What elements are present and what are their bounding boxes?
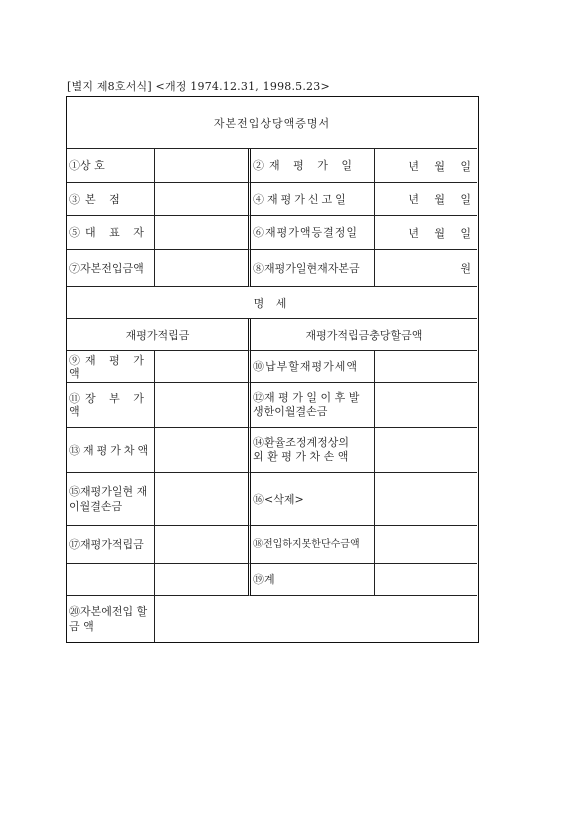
input-revaluation-amount[interactable] [155, 351, 251, 383]
label-fx-loss-text: ⑭환율조정계정상의 외 환 평 가 차 손 액 [253, 436, 350, 463]
label-carryover-loss-text: ⑮재평가일현 재 이월결손금 [69, 485, 148, 513]
input-head-office[interactable] [155, 183, 251, 216]
label-revaluation-amount-text: ⑨재 평 가 액 [69, 353, 149, 380]
input-post-loss[interactable] [375, 383, 477, 428]
form-header: [별지 제8호서식] <개정 1974.12.31, 1998.5.23> [67, 80, 330, 93]
label-total [251, 564, 375, 596]
year-unit: 년 [408, 193, 419, 206]
input-revaluation-tax[interactable] [375, 351, 477, 383]
label-post-loss-text: ⑫재 평 가 일 이 후 발생한이월결손금 [253, 391, 360, 418]
input-decision-date[interactable] [375, 216, 477, 250]
month-unit: 월 [434, 193, 445, 206]
label-capital-transfer-text: ⑦자본전입금액 [69, 261, 144, 275]
label-revaluation-amount [67, 351, 155, 383]
label-trade-name-text: ①상 호 [69, 159, 105, 172]
label-fx-loss [251, 428, 375, 473]
label-deleted-text: ⑯<삭제> [253, 492, 304, 506]
column-reserve: 재평가적립금 [67, 319, 251, 351]
year-unit: 년 [408, 226, 419, 240]
input-fx-loss[interactable] [375, 428, 477, 473]
day-unit: 일 [460, 226, 471, 240]
label-book-value-text: ⑪장 부 가 액 [69, 392, 149, 418]
input-capital-to-transfer[interactable] [155, 596, 477, 642]
label-report-date [251, 183, 375, 216]
blank-label-cell [67, 564, 155, 596]
label-head-office-text: ③본 점 [69, 192, 125, 206]
label-revaluation-date [251, 149, 375, 183]
month-unit: 월 [434, 159, 445, 173]
input-revaluation-diff[interactable] [155, 428, 251, 473]
input-revaluation-date[interactable] [375, 149, 477, 183]
month-unit: 월 [434, 226, 445, 240]
document-title: 자본전입상당액증명서 [67, 97, 477, 149]
label-total-text: ⑲계 [253, 573, 275, 586]
label-trade-name [67, 149, 155, 183]
label-representative [67, 216, 155, 250]
day-unit: 일 [460, 193, 471, 206]
label-capital-to-transfer-text: ⑳자본에전입 할 금 액 [69, 605, 148, 633]
label-revaluation-diff [67, 428, 155, 473]
input-total[interactable] [375, 564, 477, 596]
label-revaluation-tax [251, 351, 375, 383]
label-revaluation-date-text: ②재 평 가 일 [253, 159, 357, 172]
label-revaluation-diff-text: ⑬재평가차액 [69, 443, 152, 457]
input-trade-name[interactable] [155, 149, 251, 183]
label-fraction-amount [251, 526, 375, 564]
label-post-loss [251, 383, 375, 428]
input-capital-transfer[interactable] [155, 250, 251, 287]
label-capital-to-transfer [67, 596, 155, 642]
input-deleted[interactable] [375, 473, 477, 526]
input-book-value[interactable] [155, 383, 251, 428]
label-current-capital-text: ⑧재평가일현재자본금 [253, 261, 360, 275]
label-current-capital [251, 250, 375, 287]
won-unit: 원 [460, 262, 471, 275]
day-unit: 일 [460, 159, 471, 173]
input-report-date[interactable] [375, 183, 477, 216]
label-representative-text: ⑤대 표 자 [69, 226, 149, 239]
label-head-office [67, 183, 155, 216]
year-unit: 년 [408, 159, 419, 173]
label-decision-date-text: ⑥재평가액등결정일 [253, 226, 359, 239]
label-report-date-text: ④재평가신고일 [253, 192, 349, 206]
details-heading: 명 세 [67, 287, 477, 319]
input-reserve[interactable] [155, 526, 251, 564]
label-carryover-loss [67, 473, 155, 526]
input-carryover-loss[interactable] [155, 473, 251, 526]
label-reserve-text: ⑰재평가적립금 [69, 538, 144, 551]
column-reserve-offset: 재평가적립금충당할금액 [251, 319, 477, 351]
certificate-form [66, 96, 479, 643]
input-fraction-amount[interactable] [375, 526, 477, 564]
label-deleted [251, 473, 375, 526]
label-capital-transfer [67, 250, 155, 287]
blank-input-cell[interactable] [155, 564, 251, 596]
label-reserve [67, 526, 155, 564]
label-fraction-amount-text: ⑱전입하지못한단수금액 [253, 539, 360, 550]
label-decision-date [251, 216, 375, 250]
input-current-capital[interactable] [375, 250, 477, 287]
label-revaluation-tax-text: ⑩납부할재평가세액 [253, 360, 359, 373]
label-book-value [67, 383, 155, 428]
input-representative[interactable] [155, 216, 251, 250]
